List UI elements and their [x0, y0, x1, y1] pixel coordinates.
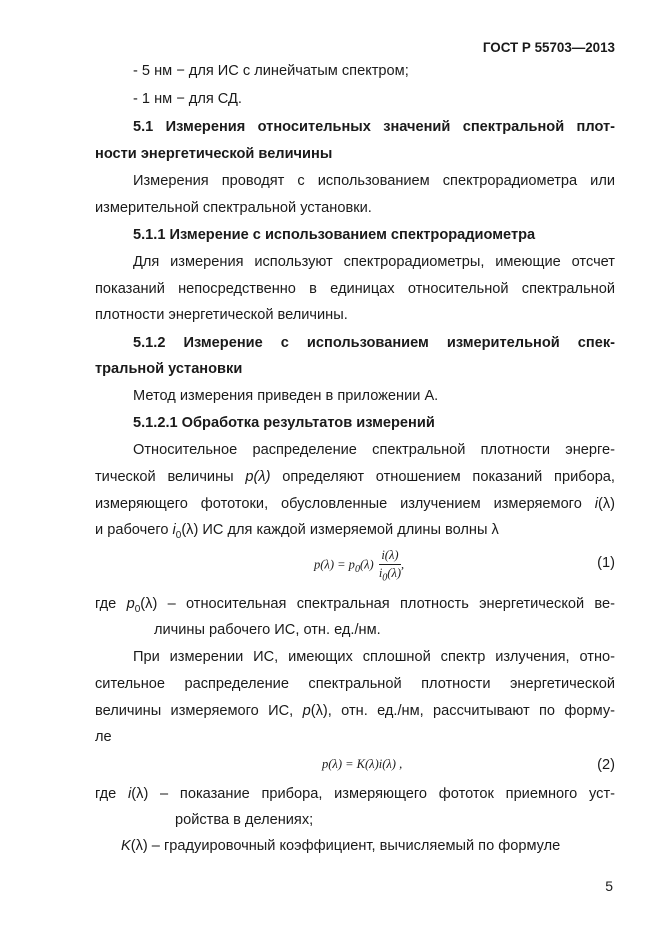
- paragraph-line: сительное распределение спектральной плотности энергетической: [95, 676, 615, 692]
- paragraph-line: Метод измерения приведен в приложении А.: [133, 388, 439, 404]
- paragraph-line: измерительной спектральной установки.: [95, 200, 372, 216]
- paragraph-line: плотности энергетической величины.: [95, 307, 348, 323]
- formula-2: p(λ) = K(λ)i(λ) ,: [322, 757, 403, 771]
- paragraph-line: Измерения проводят с использованием спектрорадиометра или: [133, 173, 615, 189]
- section-heading-5-1: 5.1 Измерения относительных значений спектральной плот-: [133, 119, 615, 135]
- paragraph-line: величины измеряемого ИС, p(λ), отн. ед./нм, рассчитывают по форму-: [95, 703, 615, 719]
- section-heading-5-1-2-cont: тральной установки: [95, 361, 243, 377]
- paragraph-line: тической величины p(λ) определяют отношением показаний прибора,: [95, 469, 615, 485]
- where-clause-k: K(λ) – градуировочный коэффициент, вычисляемый по формуле: [121, 838, 561, 854]
- where-clause-i: где i(λ) – показание прибора, измеряющего фототок приемного уст-: [95, 786, 615, 802]
- paragraph-line: измеряющего фототоки, обусловленные излучением измеряемого i(λ): [95, 496, 615, 512]
- list-item-line-spectrum: - 5 нм − для ИС с линейчатым спектром;: [133, 63, 409, 79]
- where-clause-i-cont: ройства в делениях;: [175, 812, 314, 828]
- where-clause-p0-cont: личины рабочего ИС, отн. ед./нм.: [154, 622, 381, 638]
- paragraph-line: показаний непосредственно в единицах относительной спектральной: [95, 281, 615, 297]
- section-heading-5-1-2-1: 5.1.2.1 Обработка результатов измерений: [133, 415, 435, 431]
- document-header-standard: ГОСТ Р 55703—2013: [482, 40, 615, 55]
- page-number: 5: [605, 878, 613, 894]
- paragraph-line: и рабочего $i_0(\lambda)$ ИС для каждой измеряемой длины волны λ: [95, 522, 499, 541]
- section-heading-5-1-cont: ности энергетической величины: [95, 146, 333, 162]
- paragraph-line: ле: [95, 729, 112, 745]
- equation-number-2: (2): [597, 757, 615, 773]
- paragraph-line: Относительное распределение спектральной плотности энерге-: [133, 442, 615, 458]
- list-item-led: - 1 нм − для СД.: [133, 91, 242, 107]
- paragraph-line: При измерении ИС, имеющих сплошной спектр излучения, отно-: [133, 649, 615, 665]
- where-clause-p0: где $p_0(\lambda)$ – относительная спектральная плотность энергетической ве-: [95, 596, 615, 615]
- section-heading-5-1-2: 5.1.2 Измерение с использованием измерительной спек-: [133, 335, 615, 351]
- equation-number-1: (1): [597, 555, 615, 571]
- paragraph-line: Для измерения используют спектрорадиометры, имеющие отсчет: [133, 254, 615, 270]
- formula-1: $p(\lambda) = p_0(\lambda)$ $\frac{i(\lambda)}{i_0(\lambda)}$ ,: [314, 548, 405, 584]
- section-heading-5-1-1: 5.1.1 Измерение с использованием спектрорадиометра: [133, 227, 536, 243]
